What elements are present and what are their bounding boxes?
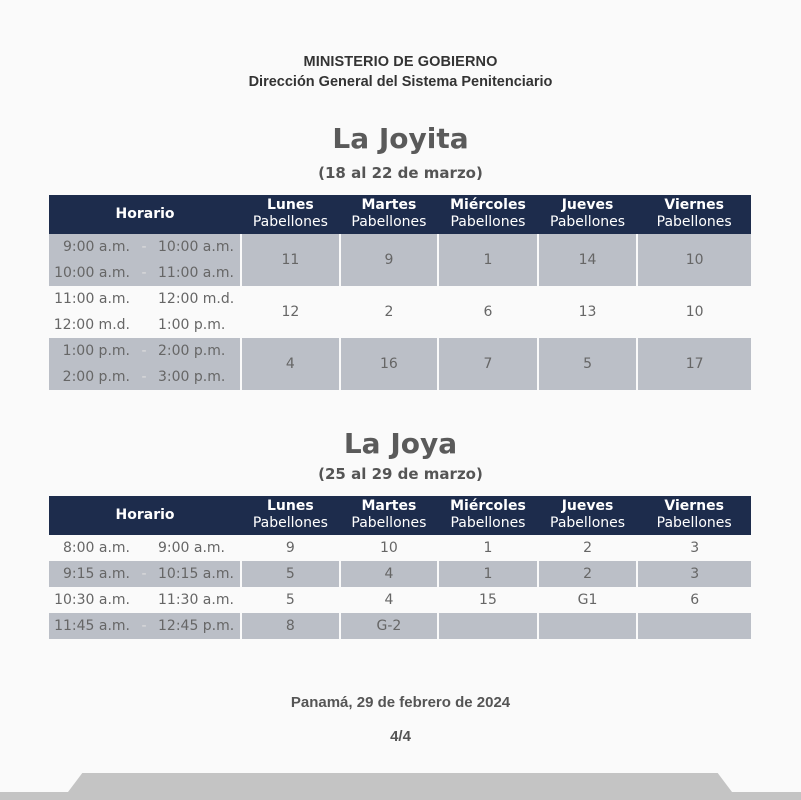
header-day xyxy=(340,195,439,234)
pabellon-cell: 13 xyxy=(538,286,638,338)
time-start: 10:30 a.m. xyxy=(54,592,130,608)
time-range xyxy=(49,562,240,586)
time-start: 11:45 a.m. xyxy=(54,618,130,634)
pabellon-cell: 10 xyxy=(340,535,439,561)
pabellon-cell: G1 xyxy=(538,587,638,613)
day-label: Jueves xyxy=(561,197,614,213)
time-cell xyxy=(49,535,241,561)
schedule-dates: (25 al 29 de marzo) xyxy=(318,465,483,483)
day-label: Miércoles xyxy=(450,197,526,213)
time-start: 8:00 a.m. xyxy=(62,540,130,556)
pabellon-cell: 17 xyxy=(637,338,751,390)
time-range xyxy=(49,260,240,286)
time-range xyxy=(49,234,240,260)
pabellon-cell: 5 xyxy=(241,561,340,587)
day-label: Viernes xyxy=(664,498,724,514)
header-day xyxy=(538,195,638,234)
time-range xyxy=(49,536,240,560)
pabellon-cell: 14 xyxy=(538,234,638,286)
schedule-title: La Joyita xyxy=(332,122,469,155)
pabellones-label: Pabellones xyxy=(351,214,427,230)
page-number: 4/4 xyxy=(390,728,411,745)
header-day xyxy=(637,195,751,234)
time-range xyxy=(49,338,240,364)
pabellon-cell: 1 xyxy=(438,561,538,587)
header-horario: Horario xyxy=(49,195,241,234)
time-start: 1:00 p.m. xyxy=(62,343,130,359)
time-start: 9:00 a.m. xyxy=(62,239,130,255)
header-row xyxy=(49,496,751,535)
header-horario: Horario xyxy=(49,496,241,535)
pabellon-cell xyxy=(538,613,638,639)
time-start: 12:00 m.d. xyxy=(53,317,130,333)
pabellon-cell xyxy=(637,613,751,639)
pabellones-label: Pabellones xyxy=(656,515,732,531)
pabellon-cell: 1 xyxy=(438,535,538,561)
pabellon-cell: 4 xyxy=(340,561,439,587)
time-cell xyxy=(49,561,241,587)
schedule-row xyxy=(49,561,751,587)
pabellon-cell: 5 xyxy=(538,338,638,390)
day-label: Martes xyxy=(361,197,417,213)
pabellon-cell: 11 xyxy=(241,234,340,286)
pabellon-cell: 2 xyxy=(538,561,638,587)
pabellon-cell: 1 xyxy=(438,234,538,286)
time-cell xyxy=(49,587,241,613)
day-label: Lunes xyxy=(267,498,314,514)
pabellones-label: Pabellones xyxy=(550,214,626,230)
pabellones-label: Pabellones xyxy=(450,515,526,531)
schedule-title: La Joya xyxy=(343,427,458,460)
time-end: 12:00 m.d. xyxy=(158,291,235,307)
time-cell xyxy=(49,234,241,286)
time-separator: - xyxy=(141,369,147,385)
pabellon-cell: 12 xyxy=(241,286,340,338)
header-day xyxy=(538,496,638,535)
time-range xyxy=(49,614,240,638)
header-day xyxy=(340,496,439,535)
time-start: 9:15 a.m. xyxy=(62,566,130,582)
time-start: 11:00 a.m. xyxy=(54,291,130,307)
header-day xyxy=(438,496,538,535)
time-end: 2:00 p.m. xyxy=(158,343,226,359)
direction-name: Dirección General del Sistema Penitenciario xyxy=(248,74,553,90)
footer-date: Panamá, 29 de febrero de 2024 xyxy=(290,694,511,711)
pabellon-cell xyxy=(438,613,538,639)
pabellon-cell: 4 xyxy=(241,338,340,390)
pabellon-cell: 2 xyxy=(538,535,638,561)
footer-bar xyxy=(0,792,801,800)
pabellones-label: Pabellones xyxy=(550,515,626,531)
header-day xyxy=(241,195,340,234)
pabellon-cell: 10 xyxy=(637,234,751,286)
schedule-row xyxy=(49,338,751,390)
pabellon-cell: 16 xyxy=(340,338,439,390)
time-range xyxy=(49,588,240,612)
pabellones-label: Pabellones xyxy=(252,515,328,531)
time-end: 12:45 p.m. xyxy=(158,618,235,634)
time-end: 11:00 a.m. xyxy=(158,265,234,281)
pabellones-label: Pabellones xyxy=(351,515,427,531)
time-cell xyxy=(49,338,241,390)
time-end: 10:00 a.m. xyxy=(158,239,234,255)
time-separator: - xyxy=(141,239,147,255)
header-day xyxy=(637,496,751,535)
time-end: 3:00 p.m. xyxy=(158,369,226,385)
time-start: 2:00 p.m. xyxy=(62,369,130,385)
time-separator: - xyxy=(141,618,147,634)
schedule-dates: (18 al 22 de marzo) xyxy=(318,164,483,182)
schedule-row xyxy=(49,535,751,561)
day-label: Lunes xyxy=(267,197,314,213)
pabellon-cell: 3 xyxy=(637,561,751,587)
header-day xyxy=(438,195,538,234)
pabellon-cell: 9 xyxy=(340,234,439,286)
day-label: Jueves xyxy=(561,498,614,514)
pabellon-cell: 2 xyxy=(340,286,439,338)
pabellones-label: Pabellones xyxy=(450,214,526,230)
schedule-row xyxy=(49,613,751,639)
pabellon-cell: 4 xyxy=(340,587,439,613)
time-end: 9:00 a.m. xyxy=(158,540,226,556)
time-start: 10:00 a.m. xyxy=(54,265,130,281)
time-end: 11:30 a.m. xyxy=(158,592,234,608)
schedule-row xyxy=(49,234,751,286)
time-end: 1:00 p.m. xyxy=(158,317,226,333)
time-end: 10:15 a.m. xyxy=(158,566,234,582)
time-range xyxy=(49,364,240,390)
pabellones-label: Pabellones xyxy=(252,214,328,230)
pabellon-cell: G-2 xyxy=(340,613,439,639)
header-day xyxy=(241,496,340,535)
pabellon-cell: 7 xyxy=(438,338,538,390)
pabellon-cell: 15 xyxy=(438,587,538,613)
day-label: Miércoles xyxy=(450,498,526,514)
time-range xyxy=(49,312,240,338)
day-label: Viernes xyxy=(664,197,724,213)
time-cell xyxy=(49,286,241,338)
header-row xyxy=(49,195,751,234)
pabellon-cell: 8 xyxy=(241,613,340,639)
schedule-row xyxy=(49,286,751,338)
time-separator: - xyxy=(141,343,147,359)
pabellon-cell: 5 xyxy=(241,587,340,613)
pabellon-cell: 10 xyxy=(637,286,751,338)
time-separator: - xyxy=(141,566,147,582)
pabellon-cell: 9 xyxy=(241,535,340,561)
pabellon-cell: 6 xyxy=(637,587,751,613)
time-range xyxy=(49,286,240,312)
ministry-name: MINISTERIO DE GOBIERNO xyxy=(303,54,498,70)
pabellon-cell: 3 xyxy=(637,535,751,561)
time-separator: - xyxy=(141,265,147,281)
schedule-row xyxy=(49,587,751,613)
schedule-table-la-joyita xyxy=(49,195,751,390)
pabellones-label: Pabellones xyxy=(656,214,732,230)
time-cell xyxy=(49,613,241,639)
pabellon-cell: 6 xyxy=(438,286,538,338)
schedule-table-la-joya xyxy=(49,496,751,639)
day-label: Martes xyxy=(361,498,417,514)
